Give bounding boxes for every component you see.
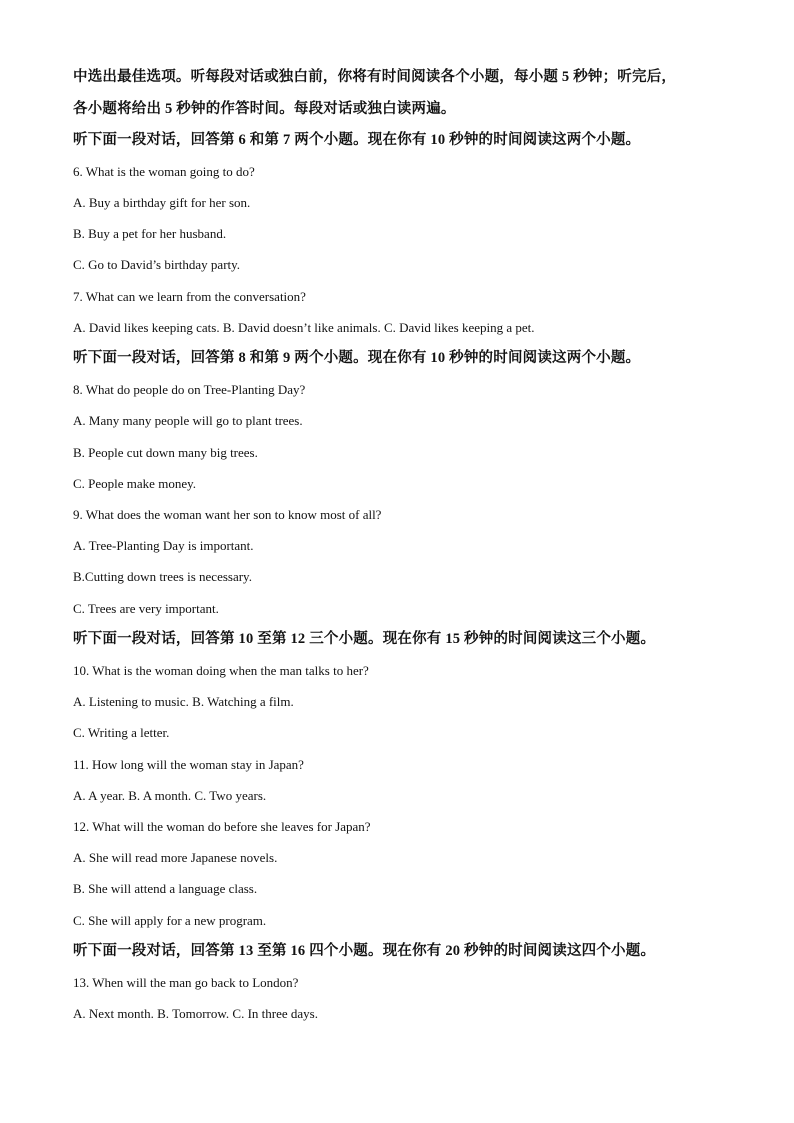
answer-option: C. She will apply for a new program. — [73, 913, 267, 928]
answer-options: A. A year. B. A month. C. Two years. — [73, 788, 267, 803]
answer-option: B. People cut down many big trees. — [73, 445, 258, 460]
answer-options: A. David likes keeping cats. B. David doesn’t like animals. C. David likes keeping a pet. — [73, 320, 535, 335]
answer-option: A. Many many people will go to plant trees. — [73, 413, 303, 428]
answer-option: B. Buy a pet for her husband. — [73, 226, 227, 241]
answer-option: C. Go to David’s birthday party. — [73, 257, 241, 272]
answer-options: A. Listening to music. B. Watching a film. — [73, 694, 294, 709]
answer-option: C. Trees are very important. — [73, 601, 219, 616]
answer-option: A. Buy a birthday gift for her son. — [73, 195, 251, 210]
question-text: 11. How long will the woman stay in Japan? — [73, 757, 304, 772]
section-heading: 听下面一段对话，回答第 13 至第 16 四个小题。现在你有 20 秒钟的时间阅读这四个小题。 — [73, 943, 656, 959]
section-heading: 听下面一段对话，回答第 8 和第 9 两个小题。现在你有 10 秒钟的时间阅读这两个小题。 — [73, 350, 641, 366]
section-heading: 听下面一段对话，回答第 6 和第 7 两个小题。现在你有 10 秒钟的时间阅读这两个小题。 — [73, 132, 641, 148]
answer-option: C. Writing a letter. — [73, 725, 170, 740]
answer-option: A. Tree-Planting Day is important. — [73, 538, 254, 553]
question-text: 10. What is the woman doing when the man talks to her? — [73, 663, 369, 678]
question-text: 6. What is the woman going to do? — [73, 164, 255, 179]
question-text: 9. What does the woman want her son to know most of all? — [73, 507, 382, 522]
question-text: 13. When will the man go back to London? — [73, 975, 299, 990]
answer-option: B.Cutting down trees is necessary. — [73, 569, 252, 584]
answer-options: A. Next month. B. Tomorrow. C. In three days. — [73, 1006, 318, 1021]
instruction-line: 中选出最佳选项。听每段对话或独白前，你将有时间阅读各个小题，每小题 5 秒钟；听完后， — [73, 69, 677, 85]
answer-option: A. She will read more Japanese novels. — [73, 850, 278, 865]
instruction-line: 各小题将给出 5 秒钟的作答时间。每段对话或独白读两遍。 — [73, 101, 456, 117]
question-text: 7. What can we learn from the conversation? — [73, 289, 306, 304]
question-text: 8. What do people do on Tree-Planting Day? — [73, 382, 306, 397]
answer-option: C. People make money. — [73, 476, 196, 491]
answer-option: B. She will attend a language class. — [73, 881, 258, 896]
section-heading: 听下面一段对话，回答第 10 至第 12 三个小题。现在你有 15 秒钟的时间阅读这三个小题。 — [73, 631, 656, 647]
question-text: 12. What will the woman do before she leaves for Japan? — [73, 819, 371, 834]
